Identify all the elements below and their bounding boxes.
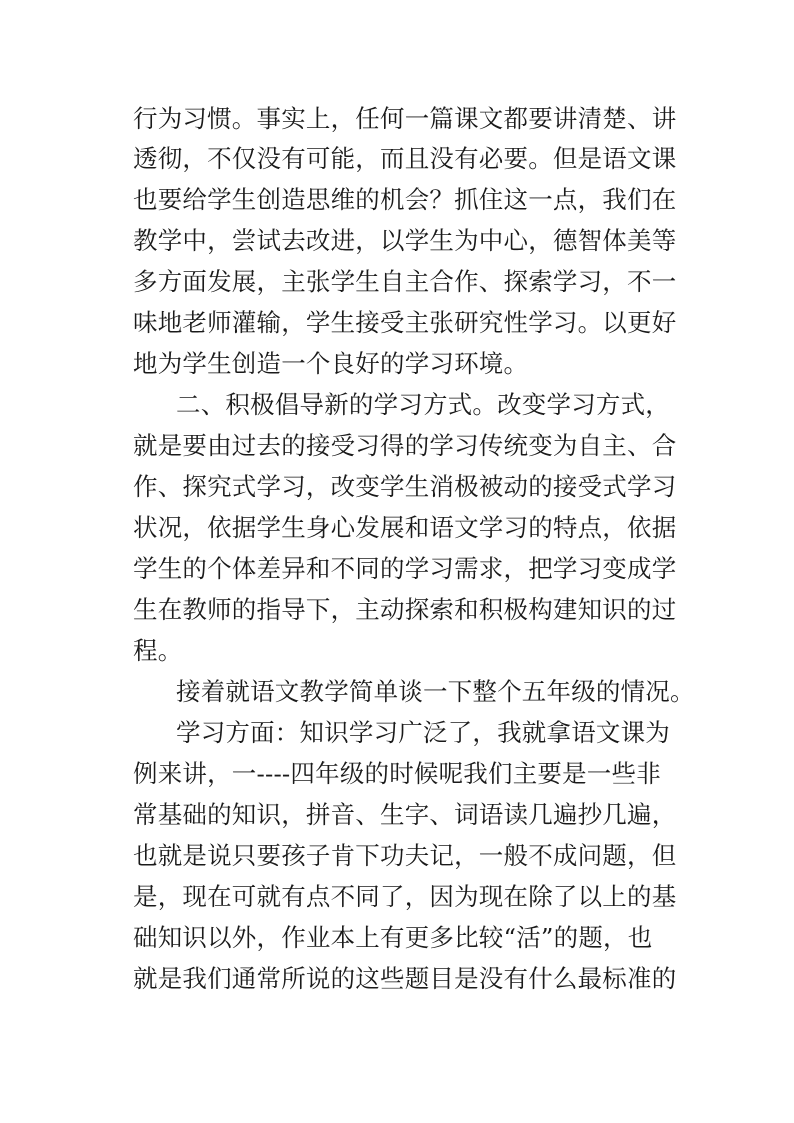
text-line: 常基础的知识，拼音、生字、词语读几遍抄几遍，	[133, 800, 677, 829]
text-line: 味地老师灌输，学生接受主张研究性学习。以更好	[133, 308, 677, 337]
paragraph-start-line: 学习方面：知识学习广泛了，我就拿语文课为	[176, 718, 670, 747]
text-line: 多方面发展，主张学生自主合作、探索学习，不一	[133, 267, 677, 296]
text-line: 作、探究式学习，改变学生消极被动的接受式学习	[133, 472, 677, 501]
paragraph-start-line: 接着就语文教学简单谈一下整个五年级的情况。	[176, 677, 695, 706]
paragraph-start-line: 二、积极倡导新的学习方式。改变学习方式，	[176, 390, 670, 419]
text-line: 行为习惯。事实上，任何一篇课文都要讲清楚、讲	[133, 104, 677, 133]
text-line: 生在教师的指导下，主动探索和积极构建知识的过	[133, 595, 677, 624]
text-line: 例来讲，一----四年级的时候呢我们主要是一些非	[133, 759, 661, 788]
text-line: 就是我们通常所说的这些题目是没有什么最标准的	[133, 964, 677, 993]
text-line: 就是要由过去的接受习得的学习传统变为自主、合	[133, 431, 677, 460]
text-line: 也就是说只要孩子肯下功夫记，一般不成问题，但	[133, 841, 677, 870]
text-line: 地为学生创造一个良好的学习环境。	[133, 349, 529, 378]
text-line: 程。	[133, 636, 183, 665]
text-line: 础知识以外，作业本上有更多比较“活”的题，也	[133, 923, 653, 952]
text-line: 透彻，不仅没有可能，而且没有必要。但是语文课	[133, 144, 677, 173]
text-line: 状况，依据学生身心发展和语文学习的特点，依据	[133, 513, 677, 542]
text-line: 也要给学生创造思维的机会？抓住这一点，我们在	[133, 185, 677, 214]
text-line: 学生的个体差异和不同的学习需求，把学习变成学	[133, 554, 677, 583]
text-line: 教学中，尝试去改进，以学生为中心，德智体美等	[133, 226, 677, 255]
text-line: 是，现在可就有点不同了，因为现在除了以上的基	[133, 882, 677, 911]
